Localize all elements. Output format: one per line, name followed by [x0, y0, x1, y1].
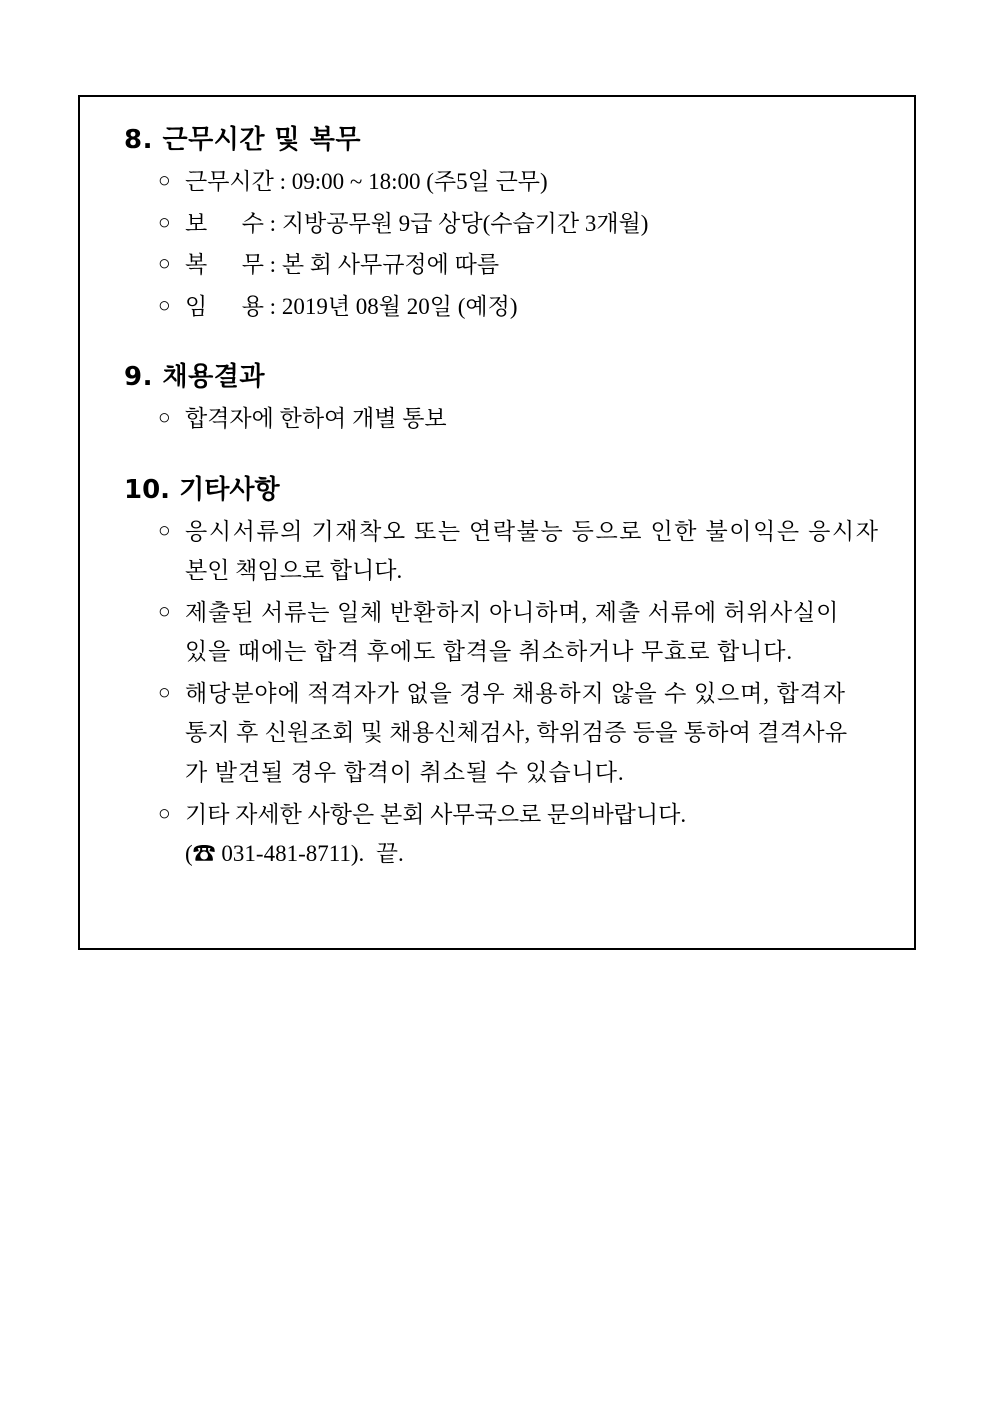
list-item [158, 204, 884, 244]
list-item [158, 399, 884, 439]
section-recruitment-result [110, 356, 884, 439]
list-item-line: 보 수 : 지방공무원 9급 상당(수습기간 3개월) [185, 210, 649, 236]
list-item-line: 가 발견될 경우 합격이 취소될 수 있습니다. [185, 760, 625, 786]
list-item-text [185, 204, 884, 244]
bullet-circle-icon: ○ [158, 251, 171, 276]
list-item [158, 593, 884, 672]
list-item-line: 응시서류의 기재착오 또는 연락불능 등으로 인한 불이익은 응시자 [185, 518, 880, 544]
list-item-text [185, 245, 884, 285]
list-item-line: 복 무 : 본 회 사무규정에 따름 [185, 252, 500, 278]
list-item-line: 해당분야에 적격자가 없을 경우 채용하지 않을 수 있으며, 합격자 [185, 680, 846, 706]
list-item-line: 통지 후 신원조회 및 채용신체검사, 학위검증 등을 통하여 결격사유 [185, 720, 848, 746]
document-content-box [78, 95, 916, 950]
list-item-text [185, 399, 884, 439]
section-title: 8. 근무시간 및 복무 [124, 125, 361, 155]
list-item-line: 본인 책임으로 합니다. [185, 558, 403, 584]
list-item [158, 245, 884, 285]
bullet-circle-icon: ○ [158, 405, 171, 430]
bullet-circle-icon: ○ [158, 800, 171, 825]
list-item [158, 795, 884, 874]
list-item-line: 근무시간 : 09:00 ~ 18:00 (주5일 근무) [185, 169, 548, 194]
bullet-circle-icon: ○ [158, 168, 171, 192]
section-title: 10. 기타사항 [124, 474, 280, 505]
bullet-list [110, 399, 884, 439]
list-item-line: 있을 때에는 합격 후에도 합격을 취소하거나 무효로 합니다. [185, 639, 794, 665]
list-item-line: 합격자에 한하여 개별 통보 [185, 406, 447, 432]
section-title: 9. 채용결과 [124, 362, 265, 393]
bullet-circle-icon: ○ [158, 292, 171, 317]
list-item-text [185, 162, 884, 202]
list-item-text [185, 674, 884, 793]
section-working-hours [110, 119, 884, 326]
bullet-circle-icon: ○ [158, 209, 171, 234]
list-item-text [185, 593, 884, 672]
bullet-list [110, 512, 884, 874]
list-item-text [185, 287, 884, 327]
list-item-line: 제출된 서류는 일체 반환하지 아니하며, 제출 서류에 허위사실이 [185, 599, 840, 625]
bullet-circle-icon: ○ [158, 598, 171, 623]
bullet-circle-icon: ○ [158, 517, 171, 542]
bullet-circle-icon: ○ [158, 679, 171, 704]
list-item-line: 기타 자세한 사항은 본회 사무국으로 문의바랍니다. [185, 801, 687, 827]
list-item [158, 512, 884, 591]
list-item [158, 162, 884, 202]
list-item [158, 674, 884, 793]
list-item-line: 임 용 : 2019년 08월 20일 (예정) [185, 293, 518, 319]
section-other-matters [110, 469, 884, 874]
bullet-list [110, 162, 884, 326]
contact-phone-line: (☎ 031-481-8711). 끝. [185, 841, 404, 867]
list-item [158, 287, 884, 327]
list-item-text [185, 512, 884, 591]
list-item-text [185, 795, 884, 874]
